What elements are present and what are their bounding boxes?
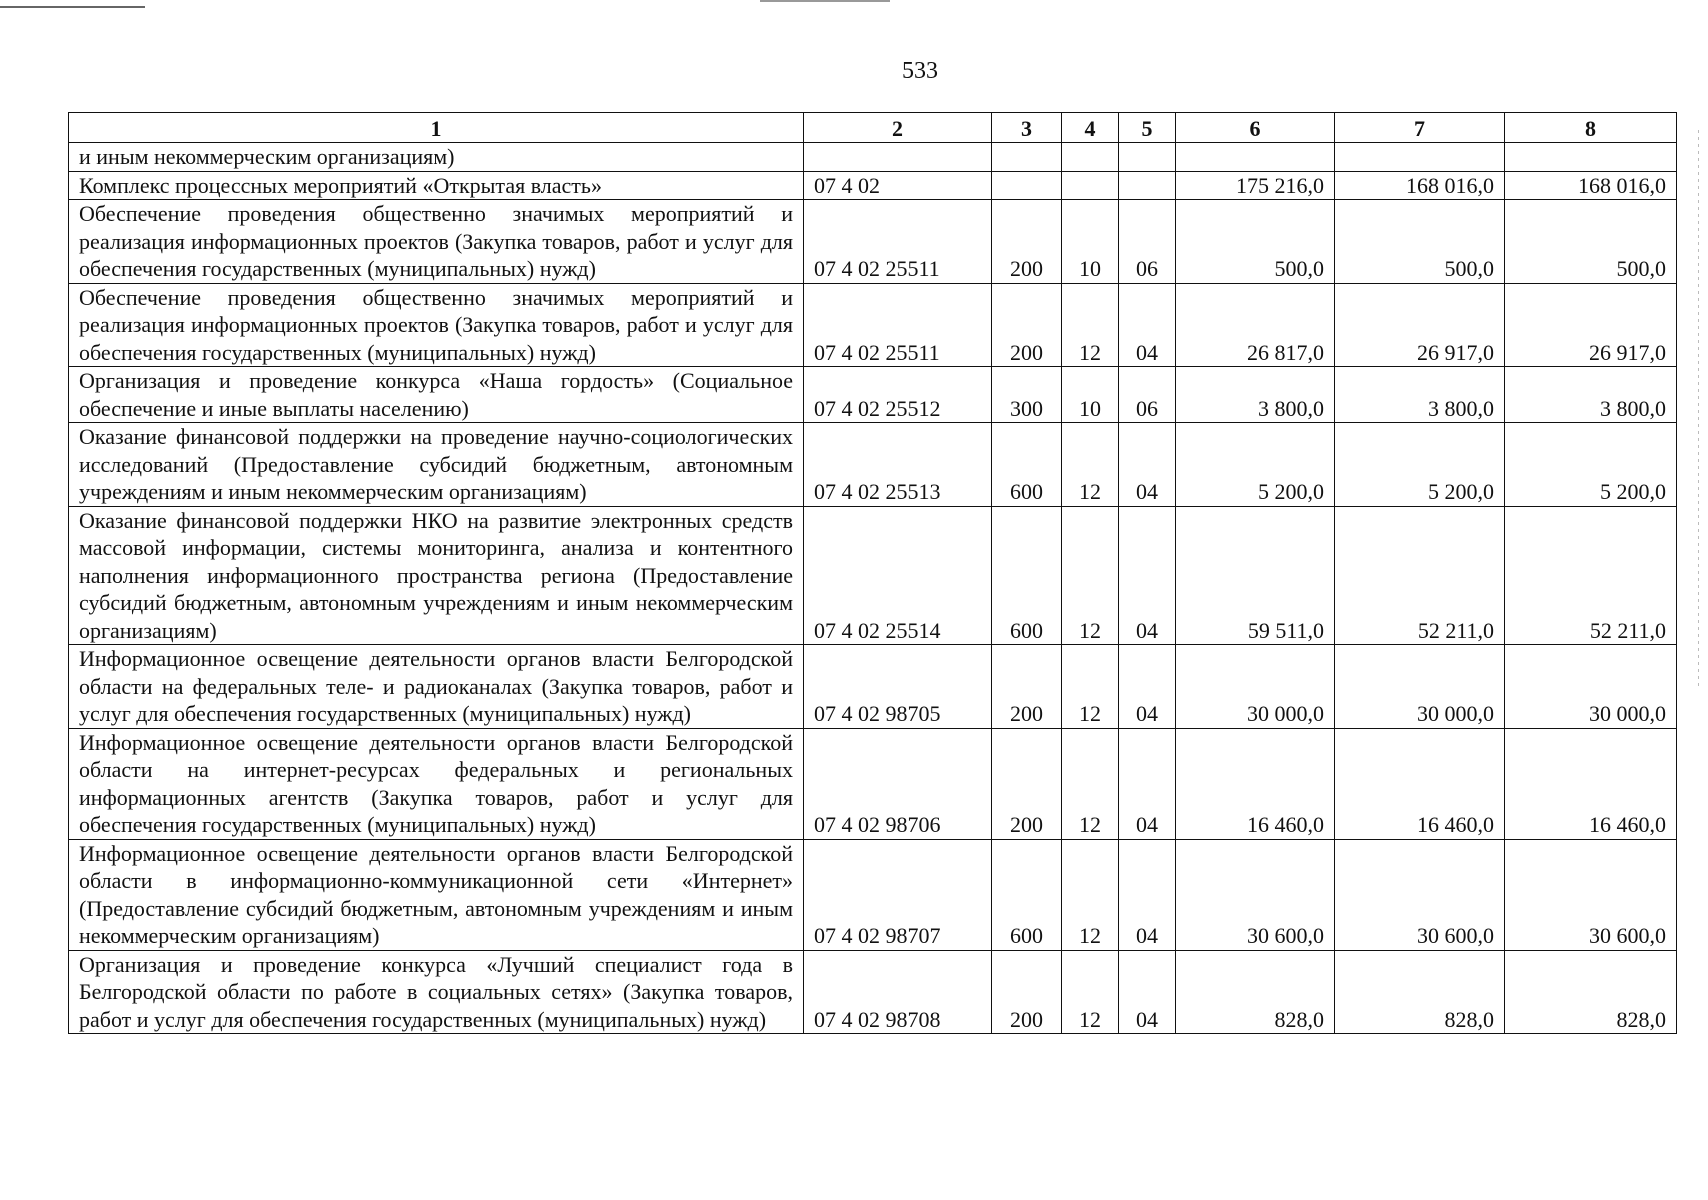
header-row <box>69 113 1677 143</box>
header-col-8: 8 <box>1505 113 1677 143</box>
budget-table <box>68 112 1677 1034</box>
row-col-4 <box>1062 143 1119 172</box>
row-col-5: 04 <box>1119 728 1176 839</box>
row-col-5: 04 <box>1119 839 1176 950</box>
row-col-6: 59 511,0 <box>1176 506 1335 645</box>
row-col-6: 30 600,0 <box>1176 839 1335 950</box>
row-col-4: 12 <box>1062 839 1119 950</box>
row-name: Информационное освещение деятельности органов власти Белгородской области на интернет-ресурсах федеральных и региональных информационных агентств (Закупка товаров, работ и услуг для обеспечения государственных (муниципальных) нужд) <box>69 728 804 839</box>
row-col-6: 175 216,0 <box>1176 171 1335 200</box>
row-col-7: 3 800,0 <box>1335 367 1505 423</box>
row-col-5: 04 <box>1119 283 1176 367</box>
row-col-8: 52 211,0 <box>1505 506 1677 645</box>
row-col-4: 12 <box>1062 506 1119 645</box>
row-col-8: 16 460,0 <box>1505 728 1677 839</box>
row-col-6: 30 000,0 <box>1176 645 1335 729</box>
row-code: 07 4 02 25511 <box>804 200 992 284</box>
row-code: 07 4 02 98706 <box>804 728 992 839</box>
row-col-4: 12 <box>1062 728 1119 839</box>
row-code: 07 4 02 98705 <box>804 645 992 729</box>
row-col-4: 10 <box>1062 367 1119 423</box>
row-col-5 <box>1119 143 1176 172</box>
row-col-7: 168 016,0 <box>1335 171 1505 200</box>
row-col-3: 300 <box>992 367 1062 423</box>
row-code: 07 4 02 25513 <box>804 423 992 507</box>
row-col-6: 3 800,0 <box>1176 367 1335 423</box>
row-col-5 <box>1119 171 1176 200</box>
row-col-3: 600 <box>992 839 1062 950</box>
row-col-6: 16 460,0 <box>1176 728 1335 839</box>
header-col-2: 2 <box>804 113 992 143</box>
row-col-7: 26 917,0 <box>1335 283 1505 367</box>
row-col-3: 600 <box>992 423 1062 507</box>
table-row <box>69 950 1677 1034</box>
row-code: 07 4 02 25511 <box>804 283 992 367</box>
row-name: Информационное освещение деятельности органов власти Белгородской области на федеральных теле- и радиоканалах (Закупка товаров, работ и услуг для обеспечения государственных (муниципальных) нужд) <box>69 645 804 729</box>
row-col-5: 06 <box>1119 367 1176 423</box>
row-col-4: 12 <box>1062 283 1119 367</box>
row-name: Организация и проведение конкурса «Лучший специалист года в Белгородской области по работе в социальных сетях» (Закупка товаров, работ и услуг для обеспечения государственных (муниципальных) нужд) <box>69 950 804 1034</box>
row-code: 07 4 02 <box>804 171 992 200</box>
row-col-3: 200 <box>992 200 1062 284</box>
row-col-3: 600 <box>992 506 1062 645</box>
row-col-4: 10 <box>1062 200 1119 284</box>
row-col-3: 200 <box>992 645 1062 729</box>
row-name: Комплекс процессных мероприятий «Открытая власть» <box>69 171 804 200</box>
row-col-8: 30 000,0 <box>1505 645 1677 729</box>
row-col-4 <box>1062 171 1119 200</box>
row-col-5: 04 <box>1119 423 1176 507</box>
scan-edge-mark <box>1698 130 1699 690</box>
table-row <box>69 728 1677 839</box>
row-col-6 <box>1176 143 1335 172</box>
header-col-1: 1 <box>69 113 804 143</box>
header-col-4: 4 <box>1062 113 1119 143</box>
row-code <box>804 143 992 172</box>
scan-mark-left <box>0 6 145 8</box>
scan-mark-middle <box>760 0 890 2</box>
row-col-7: 500,0 <box>1335 200 1505 284</box>
table-row <box>69 283 1677 367</box>
row-name: Обеспечение проведения общественно значимых мероприятий и реализация информационных проектов (Закупка товаров, работ и услуг для обеспечения государственных (муниципальных) нужд) <box>69 283 804 367</box>
row-col-8: 500,0 <box>1505 200 1677 284</box>
row-name: Оказание финансовой поддержки на проведение научно-социологических исследований (Предоставление субсидий бюджетным, автономным учреждениям и иным некоммерческим организациям) <box>69 423 804 507</box>
row-name: и иным некоммерческим организациям) <box>69 143 804 172</box>
row-name: Организация и проведение конкурса «Наша гордость» (Социальное обеспечение и иные выплаты населению) <box>69 367 804 423</box>
row-col-7 <box>1335 143 1505 172</box>
table-row <box>69 143 1677 172</box>
row-col-3: 200 <box>992 950 1062 1034</box>
table-row <box>69 367 1677 423</box>
row-col-8: 30 600,0 <box>1505 839 1677 950</box>
table-row <box>69 423 1677 507</box>
row-col-5: 06 <box>1119 200 1176 284</box>
row-col-8: 828,0 <box>1505 950 1677 1034</box>
row-col-7: 30 600,0 <box>1335 839 1505 950</box>
row-col-3: 200 <box>992 283 1062 367</box>
row-code: 07 4 02 98707 <box>804 839 992 950</box>
table-row <box>69 171 1677 200</box>
table-row <box>69 200 1677 284</box>
row-col-3 <box>992 143 1062 172</box>
page-number: 533 <box>902 58 938 84</box>
row-col-4: 12 <box>1062 950 1119 1034</box>
row-col-5: 04 <box>1119 645 1176 729</box>
row-col-6: 500,0 <box>1176 200 1335 284</box>
row-col-7: 5 200,0 <box>1335 423 1505 507</box>
row-col-8: 26 917,0 <box>1505 283 1677 367</box>
header-col-3: 3 <box>992 113 1062 143</box>
header-col-6: 6 <box>1176 113 1335 143</box>
row-col-6: 26 817,0 <box>1176 283 1335 367</box>
row-name: Оказание финансовой поддержки НКО на развитие электронных средств массовой информации, системы мониторинга, анализа и контентного наполнения информационного пространства региона (Предоставление субсидий бюджетным, автономным учреждениям и иным некоммерческим организациям) <box>69 506 804 645</box>
row-col-8: 5 200,0 <box>1505 423 1677 507</box>
row-code: 07 4 02 98708 <box>804 950 992 1034</box>
row-name: Обеспечение проведения общественно значимых мероприятий и реализация информационных проектов (Закупка товаров, работ и услуг для обеспечения государственных (муниципальных) нужд) <box>69 200 804 284</box>
row-col-5: 04 <box>1119 950 1176 1034</box>
row-col-6: 5 200,0 <box>1176 423 1335 507</box>
row-col-7: 16 460,0 <box>1335 728 1505 839</box>
row-code: 07 4 02 25514 <box>804 506 992 645</box>
row-col-4: 12 <box>1062 423 1119 507</box>
row-name: Информационное освещение деятельности органов власти Белгородской области в информационно-коммуникационной сети «Интернет» (Предоставление субсидий бюджетным, автономным учреждениям и иным некоммерческим организациям) <box>69 839 804 950</box>
table-row <box>69 506 1677 645</box>
row-col-8: 168 016,0 <box>1505 171 1677 200</box>
header-col-7: 7 <box>1335 113 1505 143</box>
row-col-8: 3 800,0 <box>1505 367 1677 423</box>
row-col-8 <box>1505 143 1677 172</box>
table-row <box>69 645 1677 729</box>
row-col-5: 04 <box>1119 506 1176 645</box>
row-col-7: 30 000,0 <box>1335 645 1505 729</box>
row-col-7: 52 211,0 <box>1335 506 1505 645</box>
row-code: 07 4 02 25512 <box>804 367 992 423</box>
table-row <box>69 839 1677 950</box>
row-col-6: 828,0 <box>1176 950 1335 1034</box>
header-col-5: 5 <box>1119 113 1176 143</box>
row-col-4: 12 <box>1062 645 1119 729</box>
row-col-3: 200 <box>992 728 1062 839</box>
row-col-7: 828,0 <box>1335 950 1505 1034</box>
row-col-3 <box>992 171 1062 200</box>
